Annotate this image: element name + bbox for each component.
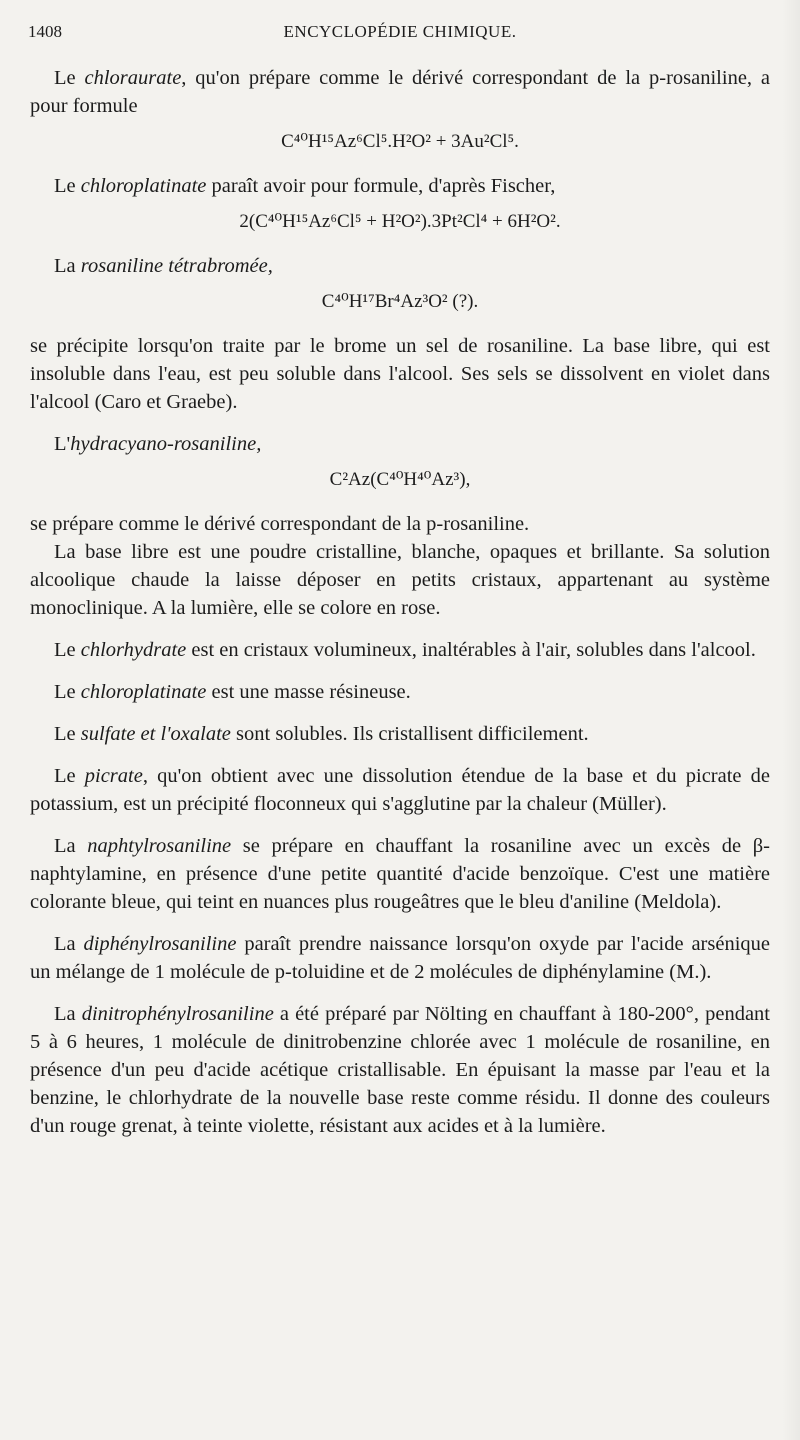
formula-chloroplatinate: 2(C⁴⁰H¹⁵Az⁶Cl⁵ + H²O²).3Pt²Cl⁴ + 6H²O². <box>239 211 561 232</box>
paragraph-dinitrophenylrosaniline: La dinitrophénylrosaniline a été préparé par Nölting en chauffant à 180-200°, pendant 5 à 6 heures, 1 molécule de dinitrobenzine chlorée avec 1 molécule de rosaniline, en présence d'un peu d'acide acétique cristallisable. En épuisant la masse par l'eau et la benzine, le chlorhydrate de la nouvelle base reste comme résidu. Il donne des couleurs d'un rouge grenat, à teinte violette, résistant aux acides et à la lumière. <box>30 1003 770 1137</box>
paragraph-prepare: se prépare comme le dérivé correspondant de la p-rosaniline. <box>30 513 530 535</box>
paragraph-chloroplatinate-resin: Le chloroplatinate est une masse résineuse. <box>54 681 411 703</box>
paragraph-diphenylrosaniline: La diphénylrosaniline paraît prendre naissance lorsqu'on oxyde par l'acide arsénique un mélange de 1 molécule de p-toluidine et de 2 molécules de diphénylamine (M.). <box>30 933 770 983</box>
paragraph-hydracyano: L'hydracyano-rosaniline, <box>54 433 262 455</box>
paragraph-naphtylrosaniline: La naphtylrosaniline se prépare en chauffant la rosaniline avec un excès de β-naphtylamine, en présence d'une petite quantité d'acide benzoïque. C'est une matière colorante bleue, qui teint en nuances plus rougeâtres que le bleu d'aniline (Meldola). <box>30 835 770 913</box>
paragraph-chloraurate: Le chloraurate, qu'on prépare comme le dérivé correspondant de la p-rosaniline, a pour formule <box>30 67 771 117</box>
page-edge-shadow <box>782 0 800 1440</box>
paragraph-chlorhydrate: Le chlorhydrate est en cristaux volumineux, inaltérables à l'air, solubles dans l'alcool. <box>54 639 756 661</box>
formula-hydracyano: C²Az(C⁴⁰H⁴⁰Az³), <box>329 469 471 490</box>
formula-chloraurate: C⁴⁰H¹⁵Az⁶Cl⁵.H²O² + 3Au²Cl⁵. <box>281 131 519 152</box>
paragraph-free-base: La base libre est une poudre cristalline, blanche, opaques et brillante. Sa solution alcoolique chaude la laisse déposer en petits cristaux, appartenant au système monoclinique. A la lumière, elle se colore en rose. <box>30 541 770 619</box>
paragraph-chloroplatinate: Le chloroplatinate paraît avoir pour formule, d'après Fischer, <box>54 175 556 197</box>
page-body <box>30 64 770 1154</box>
paragraph-sulfate-oxalate: Le sulfate et l'oxalate sont solubles. Ils cristallisent difficilement. <box>54 723 589 745</box>
paragraph-tetrabromo: La rosaniline tétrabromée, <box>54 255 273 277</box>
page-number: 1408 <box>28 22 62 41</box>
running-title: ENCYCLOPÉDIE CHIMIQUE. <box>283 22 517 41</box>
formula-tetrabromo: C⁴⁰H¹⁷Br⁴Az³O² (?). <box>321 291 479 312</box>
paragraph-picrate: Le picrate, qu'on obtient avec une dissolution étendue de la base et du picrate de potassium, est un précipité floconneux qui s'agglutine par la chaleur (Müller). <box>30 765 771 815</box>
paragraph-bromine-precipitate: se précipite lorsqu'on traite par le brome un sel de rosaniline. La base libre, qui est insoluble dans l'eau, est peu soluble dans l'alcool. Ses sels se dissolvent en violet dans l'alcool (Caro et Graebe). <box>30 335 770 413</box>
running-header <box>28 22 772 48</box>
